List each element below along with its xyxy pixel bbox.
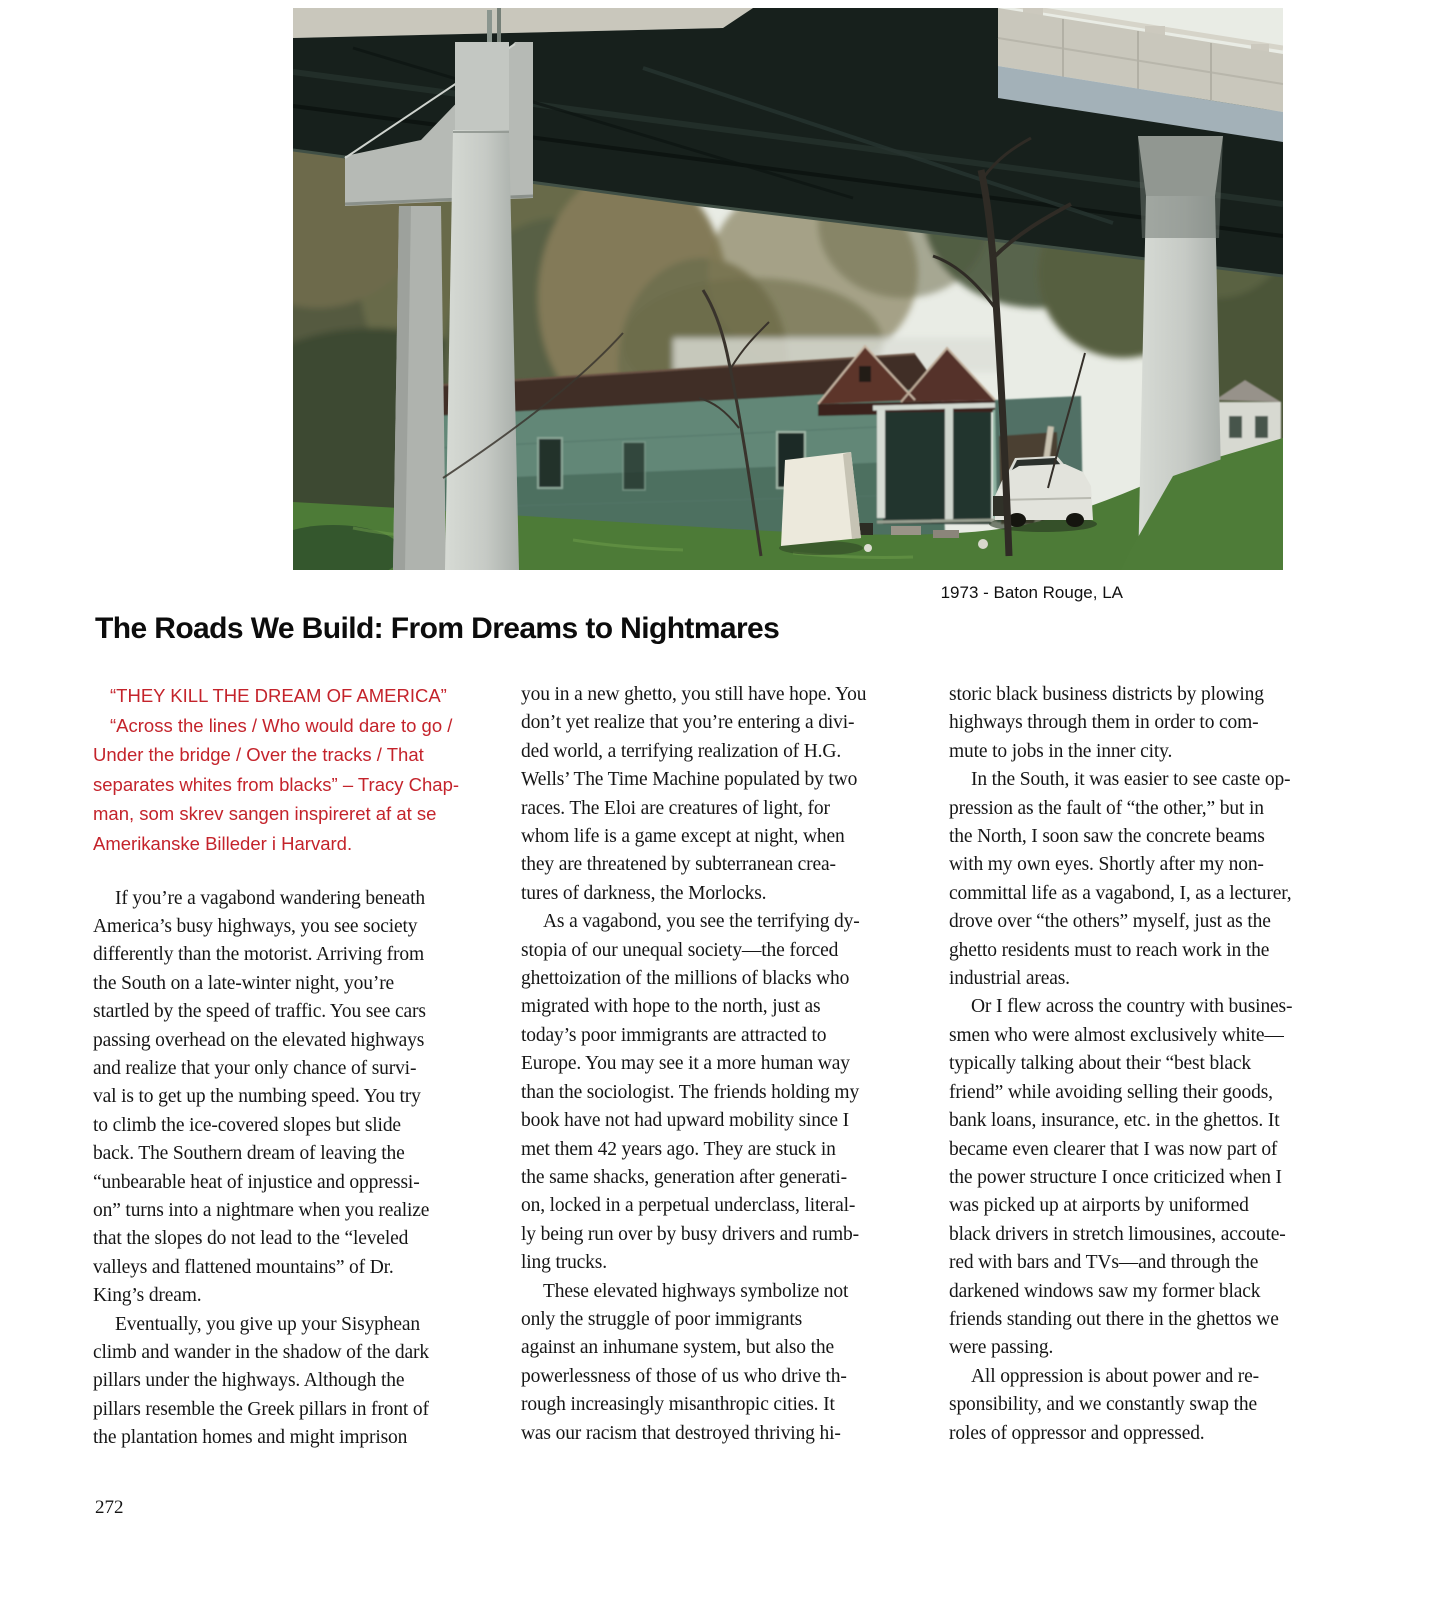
- photo-illustration: [293, 8, 1283, 570]
- body-line: climb and wander in the shadow of the dark: [93, 1342, 429, 1364]
- paragraph: [521, 1278, 919, 1448]
- quote-line: “Across the lines / Who would dare to go /: [110, 714, 453, 736]
- body-line: met them 42 years ago. They are stuck in: [521, 1138, 836, 1160]
- body-line: were passing.: [949, 1337, 1054, 1359]
- body-line: Eventually, you give up your Sisyphean: [115, 1313, 420, 1335]
- paragraph: [949, 681, 1347, 766]
- body-line: typically talking about their “best black: [949, 1053, 1251, 1075]
- photo-1973-baton-rouge: [293, 8, 1283, 570]
- body-line: passing overhead on the elevated highways: [93, 1029, 425, 1051]
- body-line: to climb the ice-covered slopes but slide: [93, 1114, 401, 1136]
- body-line: startled by the speed of traffic. You see cars: [93, 1001, 426, 1023]
- body-line: ghettoization of the millions of blacks who: [521, 968, 850, 990]
- body-line: As a vagabond, you see the terrifying dy-: [543, 911, 860, 933]
- paragraph: [949, 766, 1347, 993]
- body-line: ly being run over by busy drivers and rumb-: [521, 1223, 859, 1245]
- body-line: migrated with hope to the north, just as: [521, 996, 821, 1018]
- body-line: committal life as a vagabond, I, as a lecturer,: [949, 882, 1292, 904]
- article-body: [93, 681, 1349, 1453]
- body-line: highways through them in order to com-: [949, 712, 1259, 734]
- body-line: that the slopes do not lead to the “leveled: [93, 1228, 409, 1250]
- body-line: than the sociologist. The friends holding my: [521, 1081, 860, 1103]
- photo-caption: 1973 - Baton Rouge, LA: [940, 583, 1123, 602]
- body-line: bank loans, insurance, etc. in the ghettos. It: [949, 1110, 1280, 1132]
- text-column-2: [521, 681, 919, 1453]
- body-line: storic black business districts by plowing: [949, 684, 1264, 705]
- body-line: Europe. You may see it a more human way: [521, 1053, 850, 1075]
- text-column-3: [949, 681, 1347, 1453]
- paragraph: [521, 681, 919, 908]
- body-line: darkened windows saw my former black: [949, 1280, 1261, 1302]
- body-line: book have not had upward mobility since I: [521, 1110, 849, 1132]
- body-line: If you’re a vagabond wandering beneath: [115, 887, 425, 909]
- quote-line: “THEY KILL THE DREAM OF AMERICA”: [110, 685, 447, 706]
- body-line: whom life is a game except at night, when: [521, 826, 845, 848]
- body-line: tures of darkness, the Morlocks.: [521, 882, 767, 904]
- body-line: on” turns into a nightmare when you realize: [93, 1200, 430, 1222]
- body-line: against an inhumane system, but also the: [521, 1337, 834, 1359]
- body-line: stopia of our unequal society—the forced: [521, 939, 839, 961]
- body-line: today’s poor immigrants are attracted to: [521, 1024, 827, 1046]
- body-line: roles of oppressor and oppressed.: [949, 1422, 1205, 1444]
- body-line: industrial areas.: [949, 968, 1070, 990]
- paragraph: [949, 1363, 1347, 1448]
- body-line: Wells’ The Time Machine populated by two: [521, 769, 858, 791]
- body-line: you in a new ghetto, you still have hope. You: [521, 684, 867, 705]
- body-line: ded world, a terrifying realization of H.G.: [521, 740, 842, 762]
- body-line: races. The Eloi are creatures of light, for: [521, 797, 830, 819]
- body-line: mute to jobs in the inner city.: [949, 740, 1173, 762]
- body-line: friend” while avoiding selling their goods,: [949, 1081, 1273, 1103]
- body-line: friends standing out there in the ghettos we: [949, 1308, 1279, 1330]
- text-column-1: [93, 681, 491, 1453]
- body-line: only the struggle of poor immigrants: [521, 1308, 803, 1330]
- body-line: back. The Southern dream of leaving the: [93, 1143, 405, 1165]
- body-line: val is to get up the numbing speed. You try: [93, 1086, 421, 1108]
- body-line: the South on a late-winter night, you’re: [93, 972, 395, 994]
- body-line: was picked up at airports by uniformed: [949, 1195, 1249, 1217]
- page-number: 272: [95, 1497, 124, 1518]
- body-line: was our racism that destroyed thriving hi-: [521, 1422, 841, 1444]
- body-line: the North, I soon saw the concrete beams: [949, 826, 1265, 848]
- paragraph: [521, 908, 919, 1277]
- pull-quote: [93, 681, 491, 859]
- quote-line: separates whites from blacks” – Tracy Chap-: [93, 773, 460, 795]
- body-line: powerlessness of those of us who drive th-: [521, 1365, 847, 1387]
- body-line: and realize that your only chance of survi-: [93, 1058, 417, 1079]
- body-line: with my own eyes. Shortly after my non-: [949, 854, 1264, 876]
- article-title: The Roads We Build: From Dreams to Nightmares: [95, 612, 780, 645]
- body-line: These elevated highways symbolize not: [543, 1280, 849, 1302]
- body-line: valleys and flattened mountains” of Dr.: [93, 1256, 394, 1278]
- body-line: the same shacks, generation after generati-: [521, 1166, 847, 1188]
- body-line: they are threatened by subterranean crea-: [521, 854, 836, 876]
- body-line: ling trucks.: [521, 1252, 607, 1274]
- body-line: pillars under the highways. Although the: [93, 1370, 405, 1392]
- body-line: drove over “the others” myself, just as the: [949, 911, 1271, 933]
- body-line: on, locked in a perpetual underclass, literal-: [521, 1195, 856, 1217]
- quote-line: Under the bridge / Over the tracks / That: [93, 744, 424, 766]
- body-line: don’t yet realize that you’re entering a divi-: [521, 712, 855, 734]
- body-line: sponsibility, and we constantly swap the: [949, 1394, 1257, 1416]
- body-line: All oppression is about power and re-: [971, 1365, 1259, 1387]
- body-line: smen who were almost exclusively white—: [949, 1024, 1284, 1046]
- paragraph: [93, 885, 491, 1311]
- body-line: rough increasingly misanthropic cities. It: [521, 1394, 835, 1416]
- body-line: the power structure I once criticized when I: [949, 1166, 1282, 1188]
- body-line: Or I flew across the country with busines-: [971, 996, 1293, 1018]
- body-line: King’s dream.: [93, 1285, 202, 1307]
- paragraph: [949, 993, 1347, 1362]
- body-line: “unbearable heat of injustice and oppressi-: [93, 1171, 420, 1193]
- body-line: America’s busy highways, you see society: [93, 915, 418, 937]
- body-line: black drivers in stretch limousines, accoute-: [949, 1223, 1286, 1245]
- body-line: ghetto residents must to reach work in the: [949, 939, 1270, 961]
- quote-line: man, som skrev sangen inspireret af at se: [93, 803, 437, 825]
- body-line: became even clearer that I was now part of: [949, 1138, 1278, 1160]
- body-line: pillars resemble the Greek pillars in front of: [93, 1398, 429, 1420]
- body-line: In the South, it was easier to see caste op-: [971, 769, 1291, 791]
- body-line: the plantation homes and might imprison: [93, 1427, 408, 1449]
- body-line: red with bars and TVs—and through the: [949, 1252, 1259, 1274]
- body-line: pression as the fault of “the other,” but in: [949, 797, 1264, 819]
- paragraph: [93, 1311, 491, 1453]
- quote-line: Amerikanske Billeder i Harvard.: [93, 832, 353, 854]
- body-line: differently than the motorist. Arriving from: [93, 944, 424, 966]
